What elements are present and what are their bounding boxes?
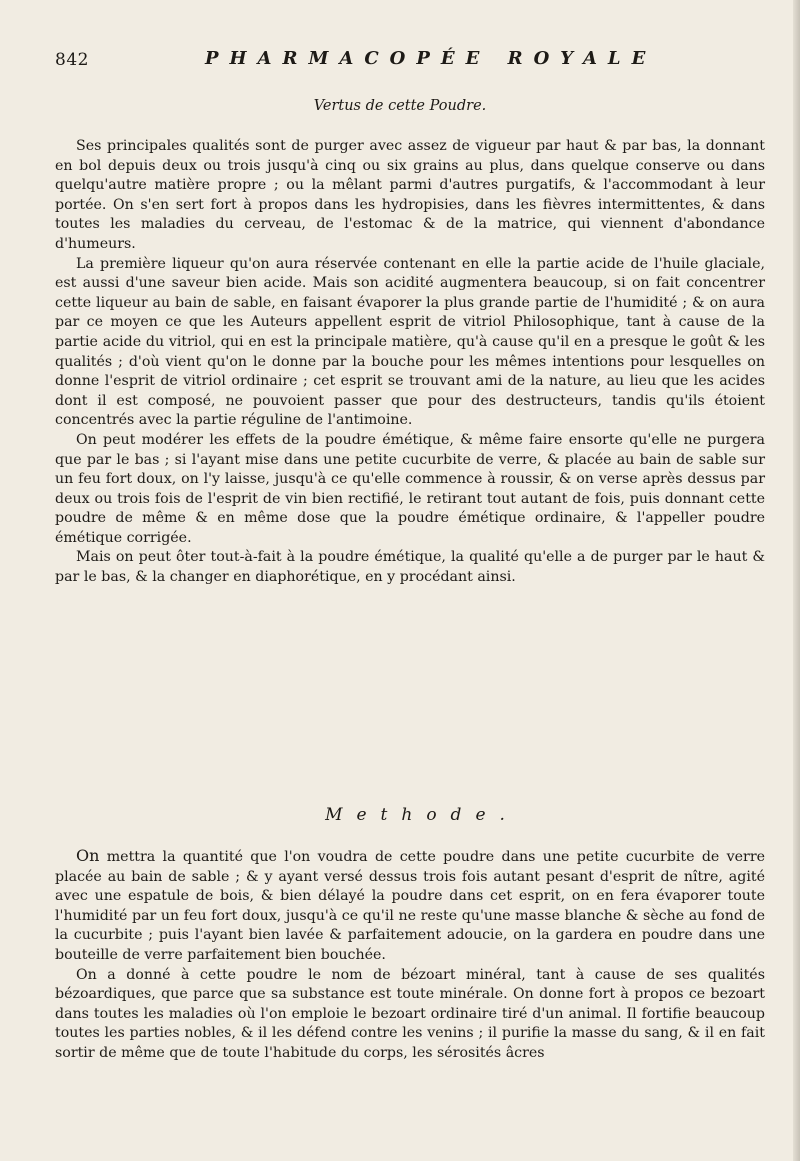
paragraph: Ses principales qualités sont de purger avec assez de vigueur par haut & par bas, la donnant en bol depuis deux ou trois jusqu'à cinq ou six grains au plus, dans quelque conserve ou dans quelqu'autre matière propre ; ou la mêlant parmi d'autres purgatifs, & l'accommodant à leur portée. On s'en sert fort à propos dans les hydropisies, dans les fièvres intermittentes, & dans toutes les maladies du cerveau, de l'estomac & de la matrice, qui viennent d'abondance d'humeurs. (55, 138, 765, 252)
method-text (55, 846, 765, 1064)
virtues-text (55, 137, 765, 588)
page-edge-shadow (793, 0, 800, 1161)
paragraph: La première liqueur qu'on aura réservée contenant en elle la partie acide de l'huile glaciale, est aussi d'une saveur bien acide. Mais son acidité augmentera beaucoup, si on fait concentrer cette liqueur au bain de sable, en faisant évaporer la plus grande partie de l'humidité ; & on aura par ce moyen ce que les Auteurs appellent esprit de vitriol Philosophique, tant à cause de la partie acide du vitriol, qui en est la principale matière, qu'à cause qu'il en a presque le goût & les qualités ; d'où vient qu'on le donne par la bouche pour les mêmes intentions pour lesquelles on donne l'esprit de vitriol ordinaire ; cet esprit se trouvant ami de la nature, au lieu que les acides dont il est composé, ne pouvoient passer que pour des destructeurs, tandis qu'ils étoient concentrés avec la partie réguline de l'antimoine. (55, 255, 765, 429)
page-header (55, 50, 760, 80)
page-number: 842 (55, 50, 89, 70)
paragraph-body: mettra la quantité que l'on voudra de cette poudre dans une petite cucurbite de verre placée au bain de sable ; & y ayant versé dessus trois fois autant pesant d'esprit de nître, agité avec une espatule de bois, & bien délayé la poudre dans cet esprit, on en fera évaporer toute l'humidité par un feu fort doux, jusqu'à ce qu'il ne reste qu'une masse blanche & sèche au fond de la cucurbite ; puis l'ayant bien lavée & parfaitement adoucie, on la gardera en poudre dans une bouteille de verre parfaitement bien bouchée. (55, 849, 765, 963)
method-heading: Methode. (325, 805, 519, 825)
running-head: PHARMACOPÉE ROYALE (205, 48, 657, 69)
paragraph (55, 846, 765, 966)
initial-word: On (76, 846, 100, 865)
section-title: Vertus de cette Poudre. (313, 98, 487, 114)
paragraph: Mais on peut ôter tout-à-fait à la poudre émétique, la qualité qu'elle a de purger par le haut & par le bas, & la changer en diaphorétique, en y procédant ainsi. (55, 549, 765, 586)
paragraph: On peut modérer les effets de la poudre émétique, & même faire ensorte qu'elle ne purgera que par le bas ; si l'ayant mise dans une petite cucurbite de verre, & placée au bain de sable sur un feu fort doux, on l'y laisse, jusqu'à ce qu'elle commence à roussir, & on verse après dessus par deux ou trois fois de l'esprit de vin bien rectifié, le retirant tout autant de fois, puis donnant cette poudre de même & en même dose que la poudre émétique ordinaire, & l'appeller poudre émétique corrigée. (55, 431, 765, 546)
paragraph: On a donné à cette poudre le nom de bézoart minéral, tant à cause de ses qualités bézoardiques, que parce que sa substance est toute minérale. On donne fort à propos ce bezoart dans toutes les maladies où l'on emploie le bezoart ordinaire tiré d'un animal. Il fortifie beaucoup toutes les parties nobles, & il les défend contre les venins ; il purifie la masse du sang, & il en fait sortir de même que de toute l'habitude du corps, les sérosités âcres (55, 966, 765, 1061)
